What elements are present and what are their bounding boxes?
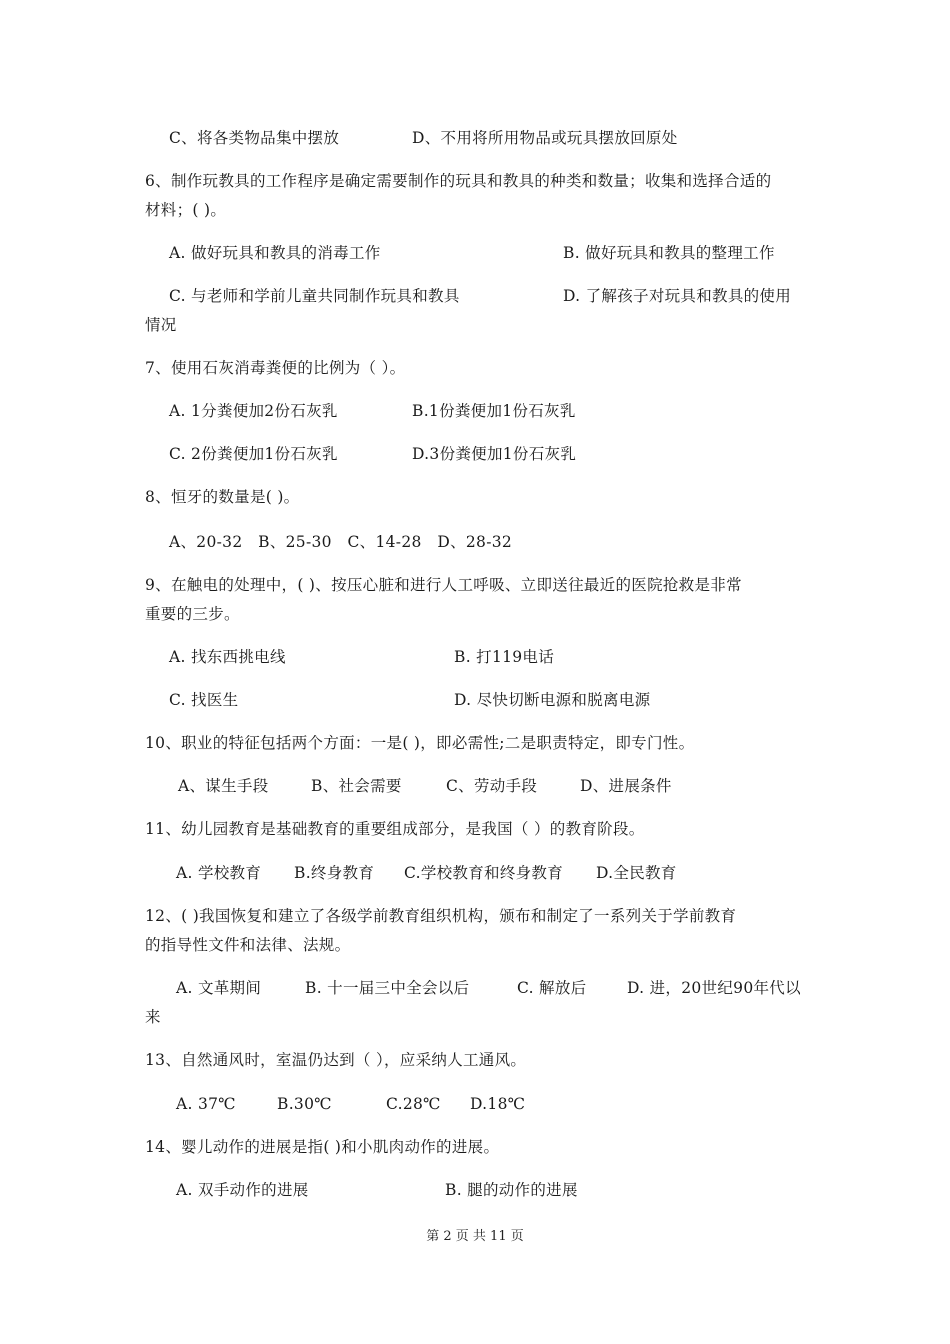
- q7-stem: 7、使用石灰消毒粪便的比例为（ ）。: [145, 359, 406, 377]
- q13-option-b: B.30℃: [277, 1095, 332, 1113]
- q11-option-a: A. 学校教育: [176, 864, 262, 882]
- q13-option-d: D.18℃: [470, 1095, 526, 1113]
- q10-stem: 10、职业的特征包括两个方面：一是( )，即必需性;二是职责特定，即专门性。: [145, 734, 695, 752]
- q9-option-c: C. 找医生: [169, 691, 239, 709]
- q12-option-d-continued: 来: [145, 1008, 161, 1026]
- q9-stem-line2: 重要的三步。: [145, 605, 240, 623]
- q12-stem-line1: 12、( )我国恢复和建立了各级学前教育组织机构，颁布和制定了一系列关于学前教育: [145, 907, 737, 925]
- q8-options: A、20-32 B、25-30 C、14-28 D、28-32: [169, 533, 513, 551]
- q7-option-d: D.3份粪便加1份石灰乳: [412, 445, 577, 463]
- q11-option-b: B.终身教育: [294, 864, 375, 882]
- q12-option-b: B. 十一届三中全会以后: [305, 979, 470, 997]
- q10-option-b: B、社会需要: [311, 777, 402, 795]
- q11-option-d: D.全民教育: [596, 864, 677, 882]
- q12-option-a: A. 文革期间: [176, 979, 262, 997]
- q5-option-d: D、不用将所用物品或玩具摆放回原处: [412, 129, 678, 147]
- q7-option-b: B.1份粪便加1份石灰乳: [412, 402, 576, 420]
- q6-option-a: A. 做好玩具和教具的消毒工作: [169, 244, 381, 262]
- q10-option-c: C、劳动手段: [446, 777, 538, 795]
- page-footer: 第 2 页 共 11 页: [426, 1229, 524, 1244]
- q6-option-d: D. 了解孩子对玩具和教具的使用: [563, 287, 792, 305]
- q10-option-a: A、谋生手段: [178, 777, 269, 795]
- q6-option-d-continued: 情况: [145, 316, 177, 334]
- q9-option-a: A. 找东西挑电线: [169, 648, 286, 666]
- q11-option-c: C.学校教育和终身教育: [404, 864, 564, 882]
- q13-option-a: A. 37℃: [176, 1095, 236, 1113]
- q10-option-d: D、进展条件: [580, 777, 672, 795]
- q8-stem: 8、恒牙的数量是( )。: [145, 488, 300, 506]
- q9-option-d: D. 尽快切断电源和脱离电源: [454, 691, 651, 709]
- q14-stem: 14、婴儿动作的进展是指( )和小肌肉动作的进展。: [145, 1138, 500, 1156]
- q6-stem-line1: 6、制作玩教具的工作程序是确定需要制作的玩具和教具的种类和数量；收集和选择合适的: [145, 172, 772, 190]
- q14-option-a: A. 双手动作的进展: [176, 1181, 309, 1199]
- q7-option-a: A. 1分粪便加2份石灰乳: [169, 402, 338, 420]
- q9-stem-line1: 9、在触电的处理中，( )、按压心脏和进行人工呼吸、立即送往最近的医院抢救是非常: [145, 576, 742, 594]
- q6-option-b: B. 做好玩具和教具的整理工作: [563, 244, 775, 262]
- q5-option-c: C、将各类物品集中摆放: [169, 129, 340, 147]
- q9-option-b: B. 打119电话: [454, 648, 555, 666]
- q11-stem: 11、幼儿园教育是基础教育的重要组成部分，是我国（ ）的教育阶段。: [145, 820, 645, 838]
- q13-stem: 13、自然通风时，室温仍达到（ ），应采纳人工通风。: [145, 1051, 527, 1069]
- q6-stem-line2: 材料；( )。: [145, 201, 227, 219]
- q12-stem-line2: 的指导性文件和法律、法规。: [145, 936, 351, 954]
- q7-option-c: C. 2份粪便加1份石灰乳: [169, 445, 338, 463]
- q14-option-b: B. 腿的动作的进展: [445, 1181, 578, 1199]
- q12-option-d: D. 进，20世纪90年代以: [627, 979, 801, 997]
- q12-option-c: C. 解放后: [517, 979, 587, 997]
- q13-option-c: C.28℃: [386, 1095, 441, 1113]
- q6-option-c: C. 与老师和学前儿童共同制作玩具和教具: [169, 287, 460, 305]
